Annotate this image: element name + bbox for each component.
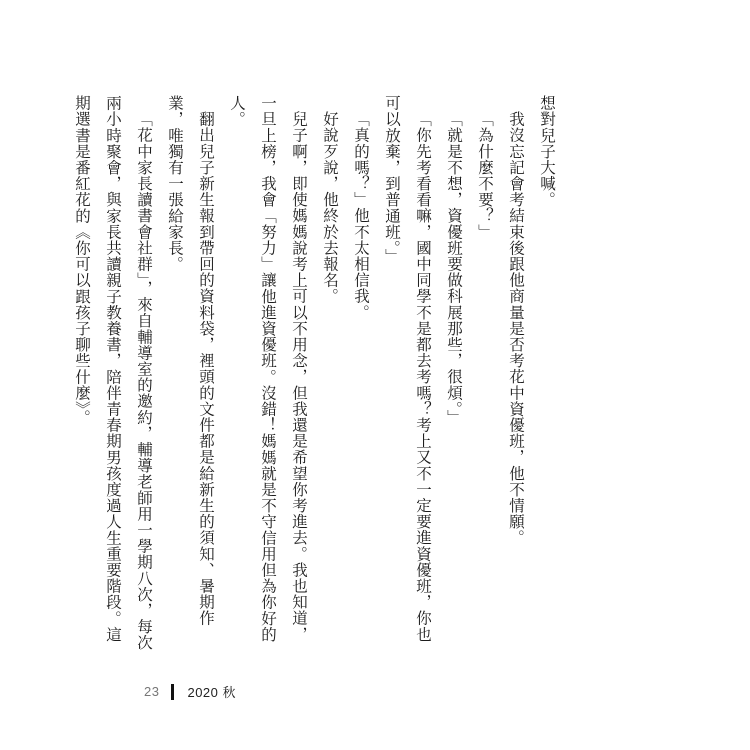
paragraph-2: 我沒忘記會考結束後跟他商量是否考花中資優班，他不情願。 <box>507 110 525 546</box>
paragraph-5: 「你先考看看嘛，國中同學不是都去考嗎？考上又不一定要進資優班，你也可以放棄，到普通班。」 <box>383 95 432 642</box>
paragraph-7: 好說歹說，他終於去報名。 <box>321 110 339 304</box>
page-number: 23 <box>144 684 160 699</box>
paragraph-6: 「真的嗎？」他不太相信我。 <box>352 110 370 320</box>
paragraph-4: 「就是不想，資優班要做科展那些，很煩。」 <box>445 110 463 425</box>
paragraph-9: 翻出兒子新生報到帶回的資料袋，裡頭的文件都是給新生的須知、暑期作業，唯獨有一張給家長。 <box>166 95 215 626</box>
paragraph-8: 兒子啊，即使媽媽說考上可以不用念，但我還是希望你考進去。我也知道，一旦上榜，我會「努力」讓他進資優班。沒錯！媽媽就是不守信用但為你好的人。 <box>228 95 308 643</box>
article-body <box>66 95 562 655</box>
paragraph-10: 「花中家長讀書會社群」，來自輔導室的邀約，輔導老師用一學期八次，每次兩小時聚會，與家長共讀親子教養書，陪伴青春期男孩度過人生重要階段。這期選書是番紅花的《你可以跟孩子聊些什麼》。 <box>73 95 153 651</box>
footer-divider <box>171 684 174 700</box>
paragraph-1: 想對兒子大喊。 <box>538 95 556 208</box>
issue-label: 2020 秋 <box>187 685 237 700</box>
page-footer <box>144 682 236 701</box>
paragraph-3: 「為什麼不要？」 <box>476 110 494 240</box>
